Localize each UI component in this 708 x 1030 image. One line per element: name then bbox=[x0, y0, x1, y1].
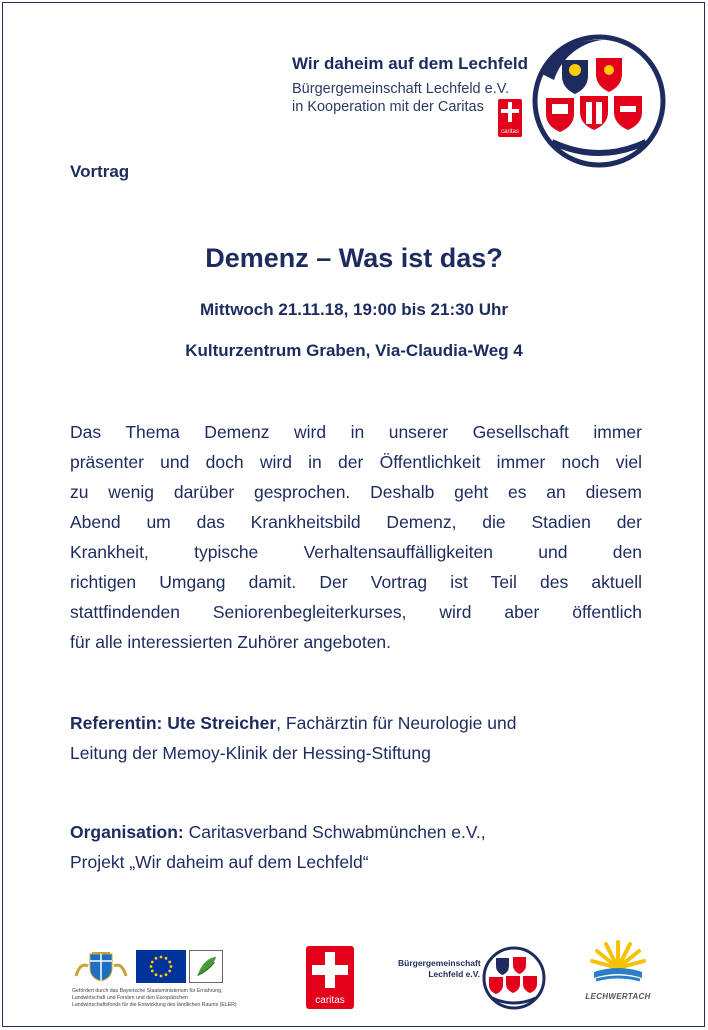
description-line: für alle interessierten Zuhörer angeboten. bbox=[70, 632, 392, 652]
event-title: Demenz – Was ist das? bbox=[205, 243, 503, 273]
caritas-logo-small: caritas bbox=[498, 99, 522, 137]
organisation-label: Organisation: bbox=[70, 822, 184, 842]
coop-line: in Kooperation mit der Caritas bbox=[292, 99, 484, 115]
project-title: Wir daheim auf dem Lechfeld bbox=[292, 54, 528, 73]
organisation-block bbox=[70, 817, 486, 877]
description-line: richtigen Umgang damit. Der Vortrag ist Teil des aktuell bbox=[70, 572, 642, 592]
description-line: Krankheit, typische Verhaltensauffälligkeiten und den bbox=[70, 542, 642, 562]
description-line: Abend um das Krankheitsbild Demenz, die Stadien der bbox=[70, 512, 642, 532]
organisation-project: Projekt „Wir daheim auf dem Lechfeld“ bbox=[70, 852, 369, 872]
description-line: stattfindenden Seniorenbegleiterkurses, wird aber öffentlich bbox=[70, 602, 642, 622]
speaker-title: , Fachärztin für Neurologie und bbox=[276, 713, 517, 733]
bavaria-coat-of-arms-icon bbox=[72, 950, 130, 982]
speaker-affiliation: Leitung der Memoy-Klinik der Hessing-Stiftung bbox=[70, 743, 431, 763]
description-line: präsenter und doch wird in der Öffentlichkeit immer noch viel bbox=[70, 452, 642, 472]
event-venue: Kulturzentrum Graben, Via-Claudia-Weg 4 bbox=[185, 341, 523, 360]
speaker-block bbox=[70, 708, 516, 768]
funding-note: Gefördert durch das Bayerische Staatsministerium für Ernährung, Landwirtschaft und Forsten und den Europäischen Landwirtschaftsfonds für die Entwicklung des ländlichen Raums (ELER) bbox=[72, 988, 237, 1008]
event-date-time: Mittwoch 21.11.18, 19:00 bis 21:30 Uhr bbox=[199, 300, 509, 319]
speaker-label: Referentin: Ute Streicher bbox=[70, 713, 277, 733]
event-description bbox=[70, 417, 642, 657]
leader-logo-icon bbox=[189, 950, 223, 983]
description-line: zu wenig darüber gesprochen. Deshalb geht es an diesem bbox=[70, 482, 642, 502]
org-line: Bürgergemeinschaft Lechfeld e.V. bbox=[292, 81, 510, 97]
description-line: Das Thema Demenz wird in unserer Gesellschaft immer bbox=[70, 422, 642, 442]
buergergemeinschaft-label: Bürgergemeinschaft Lechfeld e.V. bbox=[398, 958, 481, 979]
lechwertach-label: LECHWERTACH bbox=[585, 992, 651, 1001]
organisation-name: Caritasverband Schwabmünchen e.V., bbox=[183, 822, 486, 842]
event-type-label: Vortrag bbox=[70, 162, 130, 181]
lechfeld-emblem-small bbox=[482, 946, 546, 1010]
lechfeld-emblem bbox=[532, 34, 666, 168]
eu-flag-icon bbox=[136, 950, 186, 983]
caritas-logo: caritas bbox=[306, 946, 354, 1009]
